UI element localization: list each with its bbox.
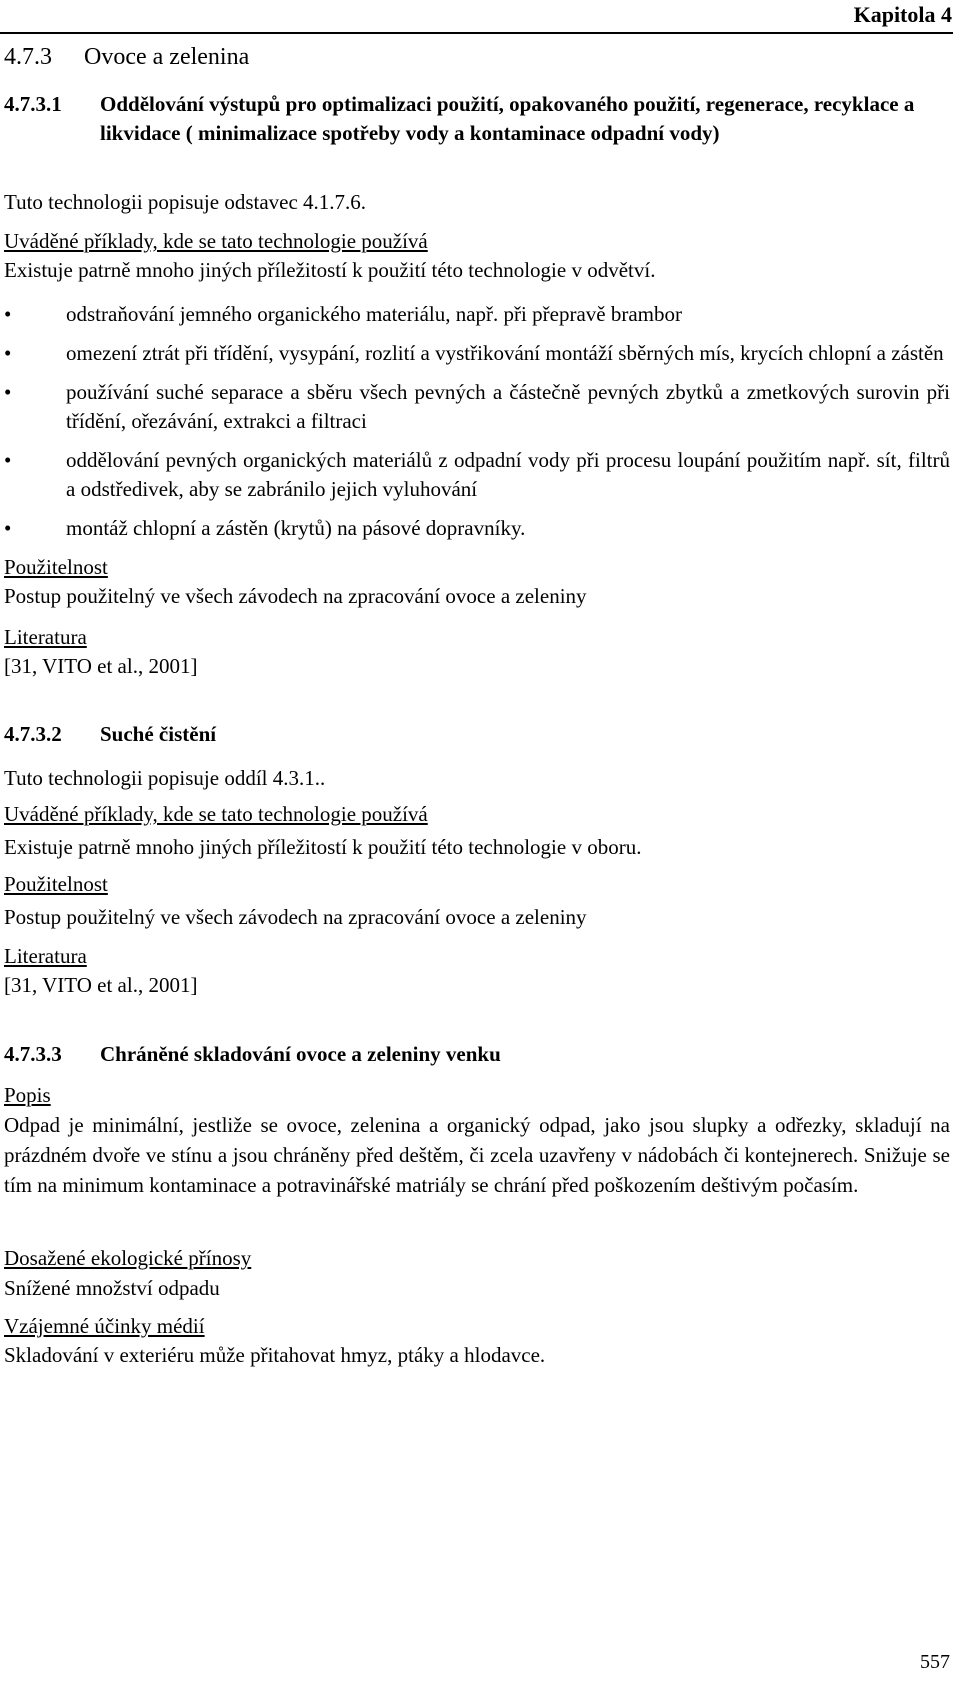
subsection-1-examples-heading: Uváděné příklady, kde se tato technologie používá xyxy=(4,229,428,253)
subsection-3-number: 4.7.3.3 xyxy=(4,1042,62,1066)
header-rule xyxy=(0,32,953,34)
subsection-1-literature-heading: Literatura xyxy=(4,625,87,649)
subsection-1-literature-text: [31, VITO et al., 2001] xyxy=(4,654,198,678)
subsection-3-benefits-heading: Dosažené ekologické přínosy xyxy=(4,1246,252,1270)
subsection-3-benefits-text: Snížené množství odpadu xyxy=(4,1276,220,1300)
subsection-3-description-heading: Popis xyxy=(4,1083,51,1107)
subsection-3-description-text: Odpad je minimální, jestliže se ovoce, zelenina a organický odpad, jako jsou slupky a odřezky, skladují na prázdném dvoře ve stínu a jsou chráněny před deštěm, či zcela uzavřeny v nádobách či kontejnerech. Snižuje se tím na minimum kontaminace a potravinářské matriály se chrání před poškozením deštivým počasím. xyxy=(4,1113,950,1197)
subsection-2-examples-text: Existuje patrně mnoho jiných příležitostí k použití této technologie v oboru. xyxy=(4,835,642,859)
bullet-item: • oddělování pevných organických materiálů z odpadní vody při procesu loupání použitím např. sít, filtrů a odstředivek, aby se zabránilo jejich vyluhování xyxy=(4,446,950,504)
section-number: 4.7.3 xyxy=(4,44,52,70)
subsection-1-bullet-list xyxy=(4,300,950,543)
subsection-2-literature-heading: Literatura xyxy=(4,944,87,968)
subsection-2-examples-heading: Uváděné příklady, kde se tato technologie používá xyxy=(4,802,428,826)
chapter-label: Kapitola 4 xyxy=(853,2,952,27)
bullet-item: • používání suché separace a sběru všech pevných a částečně pevných zbytků a zmetkových surovin při třídění, ořezávání, extrakci a filtraci xyxy=(4,378,950,436)
subsection-3-title: Chráněné skladování ovoce a zeleniny venku xyxy=(100,1042,501,1066)
subsection-2-literature-text: [31, VITO et al., 2001] xyxy=(4,973,198,997)
subsection-1-title: Oddělování výstupů pro optimalizaci použití, opakovaného použití, regenerace, recyklace a likvidace ( minimalizace spotřeby vody a kontaminace odpadní vody) xyxy=(100,92,915,145)
bullet-item: • omezení ztrát při třídění, vysypání, rozlití a vystřikování montáží sběrných mís, krycích chlopní a zástěn xyxy=(4,339,950,368)
bullet-item: • odstraňování jemného organického materiálu, např. při přepravě brambor xyxy=(4,300,950,329)
subsection-1-examples-text: Existuje patrně mnoho jiných příležitostí k použití této technologie v odvětví. xyxy=(4,258,656,282)
subsection-3-crossmedia-text: Skladování v exteriéru může přitahovat hmyz, ptáky a hlodavce. xyxy=(4,1343,546,1367)
subsection-1-applicability-text: Postup použitelný ve všech závodech na zpracování ovoce a zeleniny xyxy=(4,584,587,608)
subsection-2-title: Suché čistění xyxy=(100,722,217,746)
subsection-2-applicability-heading: Použitelnost xyxy=(4,872,108,896)
subsection-2-applicability-text: Postup použitelný ve všech závodech na zpracování ovoce a zeleniny xyxy=(4,905,587,929)
section-title: Ovoce a zelenina xyxy=(84,44,250,70)
subsection-1-applicability-heading: Použitelnost xyxy=(4,555,108,579)
subsection-1-number: 4.7.3.1 xyxy=(4,92,62,116)
page-number: 557 xyxy=(920,1651,950,1673)
subsection-1-description: Tuto technologii popisuje odstavec 4.1.7.6. xyxy=(4,190,367,214)
subsection-2-description: Tuto technologii popisuje oddíl 4.3.1.. xyxy=(4,766,326,790)
subsection-2-number: 4.7.3.2 xyxy=(4,722,62,746)
section-heading xyxy=(4,43,249,72)
subsection-3-crossmedia-heading: Vzájemné účinky médií xyxy=(4,1314,205,1338)
bullet-item: • montáž chlopní a zástěn (krytů) na pásové dopravníky. xyxy=(4,514,950,543)
